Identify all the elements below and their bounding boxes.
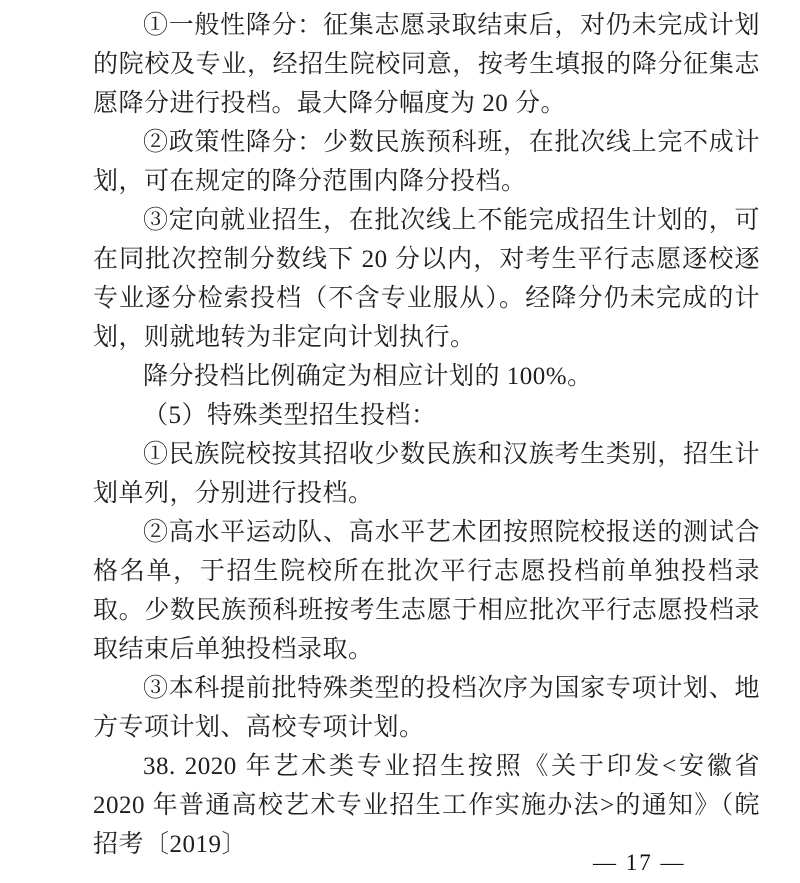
- paragraph: 降分投档比例确定为相应计划的 100%。: [143, 363, 593, 390]
- page-footer: [0, 850, 800, 880]
- paragraph: ②高水平运动队、高水平艺术团按照院校报送的测试合格名单，于招生院校所在批次平行志愿投档前单独投档录取。少数民族预科班按考生志愿于相应批次平行志愿投档录取结束后单独投档录取。: [93, 519, 760, 663]
- paragraph: ③本科提前批特殊类型的投档次序为国家专项计划、地方专项计划、高校专项计划。: [93, 675, 760, 741]
- document-body: [93, 6, 760, 864]
- paragraph-section-heading: （5）特殊类型招生投档：: [143, 402, 437, 429]
- paragraph: ①一般性降分：征集志愿录取结束后，对仍未完成计划的院校及专业，经招生院校同意，按考生填报的降分征集志愿降分进行投档。最大降分幅度为 20 分。: [93, 12, 760, 117]
- paragraph: 38. 2020 年艺术类专业招生按照《关于印发<安徽省 2020 年普通高校艺术专业招生工作实施办法>的通知》（皖招考〔2019〕: [93, 753, 760, 858]
- page-number: — 17 —: [593, 850, 686, 875]
- paragraph: ②政策性降分：少数民族预科班，在批次线上完不成计划，可在规定的降分范围内降分投档。: [93, 129, 760, 195]
- paragraph: ③定向就业招生，在批次线上不能完成招生计划的，可在同批次控制分数线下 20 分以内，对考生平行志愿逐校逐专业逐分检索投档（不含专业服从）。经降分仍未完成的计划，则就地转为非定向计划执行。: [93, 207, 760, 351]
- paragraph: ①民族院校按其招收少数民族和汉族考生类别，招生计划单列，分别进行投档。: [93, 441, 760, 507]
